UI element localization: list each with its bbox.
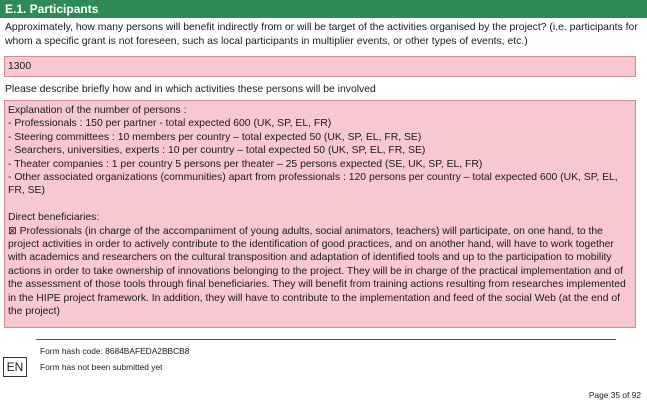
description-line: - Searchers, universities, experts : 10 per country – total expected 50 (UK, SP, EL, FR, SE) [8, 145, 426, 157]
description-line: - Steering committees : 10 members per country – total expected 50 (UK, SP, EL, FR, SE) [8, 131, 422, 143]
description-line: - Theater companies : 1 per country 5 persons per theater – 25 persons expected (SE, UK, SP, EL, FR) [8, 158, 483, 170]
description-field[interactable] [4, 100, 636, 328]
description-prompt: Please describe briefly how and in which activities these persons will be involved [5, 84, 376, 95]
footer-divider [36, 339, 616, 340]
direct-beneficiaries-paragraph: ⊠ Professionals (in charge of the accompaniment of young adults, social animators, teachers) will participate, on one hand, to the project activities in order to actively contribute to the identification of good practices, and on another hand, will have to work together with academics and researchers on the cultural transposition and adaptation of identified tools and up to the participation to mobility actions in order to take ownership of innovations belonging to the project. They will be in charge of the practical implementation and of the assessment of those tools through final beneficiaries. They will benefit from training actions resulting from researches implemented in the HIPE project framework. In addition, they will have to contribute to the implementation and feed of the social Web (at the end of the project) [8, 225, 626, 318]
direct-beneficiaries-heading: Direct beneficiaries: [8, 212, 100, 224]
section-header: E.1. Participants [0, 0, 647, 18]
description-line: - Professionals : 150 per partner - total expected 600 (UK, SP, EL, FR) [8, 118, 332, 130]
description-line: - Other associated organizations (communities) apart from professionals : 120 persons per country – total expected 600 (UK, SP, EL, [8, 172, 618, 184]
question-text: Approximately, how many persons will benefit indirectly from or will be target of the activities organised by the project? (i.e. participants for whom a specific grant is not foreseen, such as local participants in multiplier events, or other types of events, etc.) [5, 22, 638, 47]
spacer [8, 198, 632, 211]
language-badge: EN [3, 357, 27, 377]
participant-count-field[interactable]: 1300 [4, 56, 636, 77]
description-line: FR, SE) [8, 185, 45, 197]
description-line: Explanation of the number of persons : [8, 105, 187, 116]
page-number: Page 35 of 92 [588, 390, 641, 400]
form-hash-code: Form hash code: 8684BAFEDA2BBCB8 [40, 346, 190, 356]
submission-status: Form has not been submitted yet [40, 362, 163, 372]
